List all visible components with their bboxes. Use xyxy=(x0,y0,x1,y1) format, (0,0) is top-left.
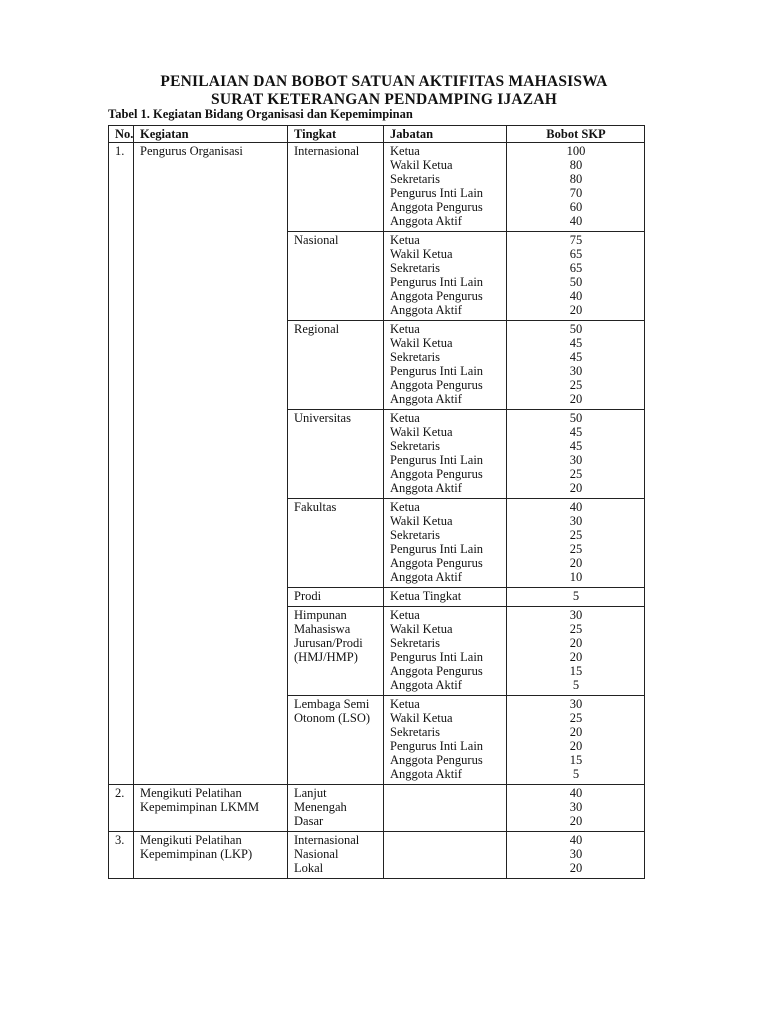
cell-no xyxy=(109,143,134,232)
jabatan-line: Anggota Pengurus xyxy=(390,556,483,570)
bobot-value: 30 xyxy=(569,800,583,814)
table-row xyxy=(109,588,645,607)
jabatan-line: Sekretaris xyxy=(390,636,440,650)
bobot-value: 25 xyxy=(569,528,583,542)
bobot-value: 80 xyxy=(569,172,583,186)
tingkat-line: Lanjut xyxy=(294,786,327,800)
cell-bobot xyxy=(507,696,645,785)
bobot-value: 5 xyxy=(572,767,580,781)
cell-no xyxy=(109,588,134,607)
bobot-value: 30 xyxy=(569,608,583,622)
bobot-value: 30 xyxy=(569,453,583,467)
jabatan-line: Pengurus Inti Lain xyxy=(390,275,484,289)
jabatan-line: Ketua xyxy=(390,411,420,425)
cell-no xyxy=(109,832,134,879)
bobot-value: 30 xyxy=(569,697,583,711)
bobot-value: 40 xyxy=(569,500,583,514)
cell-no xyxy=(109,321,134,410)
tingkat-line: Dasar xyxy=(294,814,324,828)
bobot-value: 70 xyxy=(569,186,583,200)
tingkat-line: Regional xyxy=(294,322,340,336)
jabatan-line: Anggota Aktif xyxy=(390,214,462,228)
jabatan-line: Pengurus Inti Lain xyxy=(390,542,484,556)
tingkat-line: Menengah xyxy=(294,800,347,814)
cell-bobot xyxy=(507,785,645,832)
bobot-value: 20 xyxy=(569,481,583,495)
bobot-value: 40 xyxy=(569,786,583,800)
cell-tingkat xyxy=(288,607,384,696)
jabatan-line: Anggota Pengurus xyxy=(390,289,483,303)
cell-jabatan xyxy=(384,588,507,607)
tingkat-line: Prodi xyxy=(294,589,322,603)
cell-tingkat xyxy=(288,696,384,785)
kegiatan-line: Pengurus Organisasi xyxy=(140,144,243,158)
bobot-value: 20 xyxy=(569,814,583,828)
jabatan-line: Pengurus Inti Lain xyxy=(390,364,484,378)
cell-kegiatan xyxy=(134,785,288,832)
bobot-value: 25 xyxy=(569,622,583,636)
cell-bobot xyxy=(507,832,645,879)
table-row xyxy=(109,696,645,785)
cell-jabatan xyxy=(384,232,507,321)
cell-kegiatan xyxy=(134,321,288,410)
jabatan-line: Wakil Ketua xyxy=(390,336,453,350)
cell-tingkat xyxy=(288,499,384,588)
table-row xyxy=(109,499,645,588)
tingkat-line: Nasional xyxy=(294,233,339,247)
jabatan-line: Ketua xyxy=(390,144,420,158)
bobot-value: 20 xyxy=(569,739,583,753)
cell-jabatan xyxy=(384,607,507,696)
jabatan-line: Pengurus Inti Lain xyxy=(390,739,484,753)
bobot-value: 65 xyxy=(569,261,583,275)
table-row xyxy=(109,785,645,832)
jabatan-line: Sekretaris xyxy=(390,172,440,186)
bobot-value: 40 xyxy=(569,214,583,228)
tingkat-line: Nasional xyxy=(294,847,339,861)
cell-bobot xyxy=(507,588,645,607)
tingkat-line: Universitas xyxy=(294,411,351,425)
jabatan-line: Wakil Ketua xyxy=(390,514,453,528)
bobot-value: 50 xyxy=(569,275,583,289)
bobot-value: 25 xyxy=(569,378,583,392)
skp-table xyxy=(108,125,645,879)
cell-no xyxy=(109,499,134,588)
kegiatan-line: Mengikuti Pelatihan xyxy=(140,786,242,800)
header-tingkat: Tingkat xyxy=(288,126,384,143)
cell-kegiatan xyxy=(134,832,288,879)
jabatan-line: Ketua xyxy=(390,608,420,622)
bobot-value: 20 xyxy=(569,392,583,406)
row-number: 1. xyxy=(115,144,125,158)
kegiatan-line: Kepemimpinan LKMM xyxy=(140,800,260,814)
cell-jabatan xyxy=(384,143,507,232)
table-row xyxy=(109,832,645,879)
bobot-value: 45 xyxy=(569,439,583,453)
tingkat-line: Fakultas xyxy=(294,500,337,514)
bobot-value: 15 xyxy=(569,664,583,678)
bobot-value: 65 xyxy=(569,247,583,261)
header-jabatan: Jabatan xyxy=(384,126,507,143)
tingkat-line: Jurusan/Prodi xyxy=(294,636,363,650)
jabatan-line: Wakil Ketua xyxy=(390,425,453,439)
tingkat-line: Mahasiswa xyxy=(294,622,351,636)
jabatan-line: Wakil Ketua xyxy=(390,711,453,725)
jabatan-line: Anggota Aktif xyxy=(390,392,462,406)
jabatan-line: Sekretaris xyxy=(390,439,440,453)
bobot-value: 40 xyxy=(569,833,583,847)
cell-jabatan xyxy=(384,785,507,832)
jabatan-line: Anggota Aktif xyxy=(390,678,462,692)
cell-bobot xyxy=(507,499,645,588)
cell-kegiatan xyxy=(134,696,288,785)
tingkat-line: Otonom (LSO) xyxy=(294,711,371,725)
jabatan-line: Ketua xyxy=(390,322,420,336)
row-number: 3. xyxy=(115,833,125,847)
bobot-value: 60 xyxy=(569,200,583,214)
cell-bobot xyxy=(507,232,645,321)
jabatan-line: Sekretaris xyxy=(390,261,440,275)
row-number: 2. xyxy=(115,786,125,800)
bobot-value: 20 xyxy=(569,650,583,664)
bobot-value: 25 xyxy=(569,467,583,481)
bobot-value: 50 xyxy=(569,411,583,425)
header-bobot: Bobot SKP xyxy=(507,126,645,143)
jabatan-line: Sekretaris xyxy=(390,528,440,542)
bobot-value: 15 xyxy=(569,753,583,767)
cell-no xyxy=(109,232,134,321)
jabatan-line: Ketua xyxy=(390,233,420,247)
jabatan-line: Anggota Pengurus xyxy=(390,467,483,481)
table-body xyxy=(109,143,645,879)
jabatan-line: Anggota Pengurus xyxy=(390,378,483,392)
bobot-value: 5 xyxy=(572,589,580,603)
jabatan-line: Ketua xyxy=(390,697,420,711)
bobot-value: 20 xyxy=(569,861,583,875)
jabatan-line: Pengurus Inti Lain xyxy=(390,650,484,664)
jabatan-line: Pengurus Inti Lain xyxy=(390,186,484,200)
bobot-value: 20 xyxy=(569,303,583,317)
table-row xyxy=(109,321,645,410)
bobot-value: 20 xyxy=(569,556,583,570)
bobot-value: 100 xyxy=(566,144,586,158)
cell-bobot xyxy=(507,607,645,696)
cell-tingkat xyxy=(288,321,384,410)
cell-jabatan xyxy=(384,410,507,499)
bobot-value: 45 xyxy=(569,350,583,364)
tingkat-line: (HMJ/HMP) xyxy=(294,650,358,664)
jabatan-line: Anggota Aktif xyxy=(390,570,462,584)
cell-no xyxy=(109,696,134,785)
jabatan-line: Sekretaris xyxy=(390,725,440,739)
table-caption: Tabel 1. Kegiatan Bidang Organisasi dan Kepemimpinan xyxy=(108,107,413,121)
bobot-value: 30 xyxy=(569,847,583,861)
bobot-value: 80 xyxy=(569,158,583,172)
cell-bobot xyxy=(507,321,645,410)
cell-kegiatan xyxy=(134,232,288,321)
jabatan-line: Wakil Ketua xyxy=(390,158,453,172)
cell-tingkat xyxy=(288,143,384,232)
table-header-row xyxy=(109,126,645,143)
tingkat-line: Lokal xyxy=(294,861,324,875)
tingkat-line: Internasional xyxy=(294,144,360,158)
bobot-value: 30 xyxy=(569,364,583,378)
jabatan-line: Wakil Ketua xyxy=(390,622,453,636)
cell-jabatan xyxy=(384,321,507,410)
cell-bobot xyxy=(507,410,645,499)
jabatan-line: Pengurus Inti Lain xyxy=(390,453,484,467)
tingkat-line: Himpunan xyxy=(294,608,347,622)
cell-jabatan xyxy=(384,832,507,879)
cell-kegiatan xyxy=(134,588,288,607)
cell-tingkat xyxy=(288,410,384,499)
bobot-value: 5 xyxy=(572,678,580,692)
bobot-value: 30 xyxy=(569,514,583,528)
cell-tingkat xyxy=(288,785,384,832)
kegiatan-line: Kepemimpinan (LKP) xyxy=(140,847,253,861)
jabatan-line: Anggota Pengurus xyxy=(390,753,483,767)
document-title: PENILAIAN DAN BOBOT SATUAN AKTIFITAS MAHASISWA xyxy=(160,73,608,90)
tingkat-line: Lembaga Semi xyxy=(294,697,370,711)
bobot-value: 75 xyxy=(569,233,583,247)
table-row xyxy=(109,607,645,696)
jabatan-line: Anggota Aktif xyxy=(390,303,462,317)
jabatan-line: Anggota Pengurus xyxy=(390,200,483,214)
bobot-value: 25 xyxy=(569,711,583,725)
cell-no xyxy=(109,607,134,696)
table-row xyxy=(109,143,645,232)
cell-tingkat xyxy=(288,588,384,607)
jabatan-line: Ketua Tingkat xyxy=(390,589,462,603)
cell-kegiatan xyxy=(134,143,288,232)
jabatan-line: Anggota Pengurus xyxy=(390,664,483,678)
bobot-value: 20 xyxy=(569,725,583,739)
bobot-value: 50 xyxy=(569,322,583,336)
header-no: No. xyxy=(109,126,134,143)
bobot-value: 25 xyxy=(569,542,583,556)
jabatan-line: Anggota Aktif xyxy=(390,481,462,495)
jabatan-line: Sekretaris xyxy=(390,350,440,364)
table-row xyxy=(109,232,645,321)
cell-jabatan xyxy=(384,696,507,785)
bobot-value: 20 xyxy=(569,636,583,650)
bobot-value: 45 xyxy=(569,425,583,439)
header-kegiatan: Kegiatan xyxy=(134,126,288,143)
tingkat-line: Internasional xyxy=(294,833,360,847)
cell-no xyxy=(109,785,134,832)
bobot-value: 10 xyxy=(569,570,583,584)
jabatan-line: Anggota Aktif xyxy=(390,767,462,781)
jabatan-line: Wakil Ketua xyxy=(390,247,453,261)
cell-bobot xyxy=(507,143,645,232)
cell-no xyxy=(109,410,134,499)
kegiatan-line: Mengikuti Pelatihan xyxy=(140,833,242,847)
jabatan-line: Ketua xyxy=(390,500,420,514)
bobot-value: 40 xyxy=(569,289,583,303)
document-subtitle: SURAT KETERANGAN PENDAMPING IJAZAH xyxy=(211,91,557,108)
cell-kegiatan xyxy=(134,607,288,696)
cell-jabatan xyxy=(384,499,507,588)
cell-kegiatan xyxy=(134,410,288,499)
table-row xyxy=(109,410,645,499)
cell-tingkat xyxy=(288,832,384,879)
cell-tingkat xyxy=(288,232,384,321)
cell-kegiatan xyxy=(134,499,288,588)
bobot-value: 45 xyxy=(569,336,583,350)
